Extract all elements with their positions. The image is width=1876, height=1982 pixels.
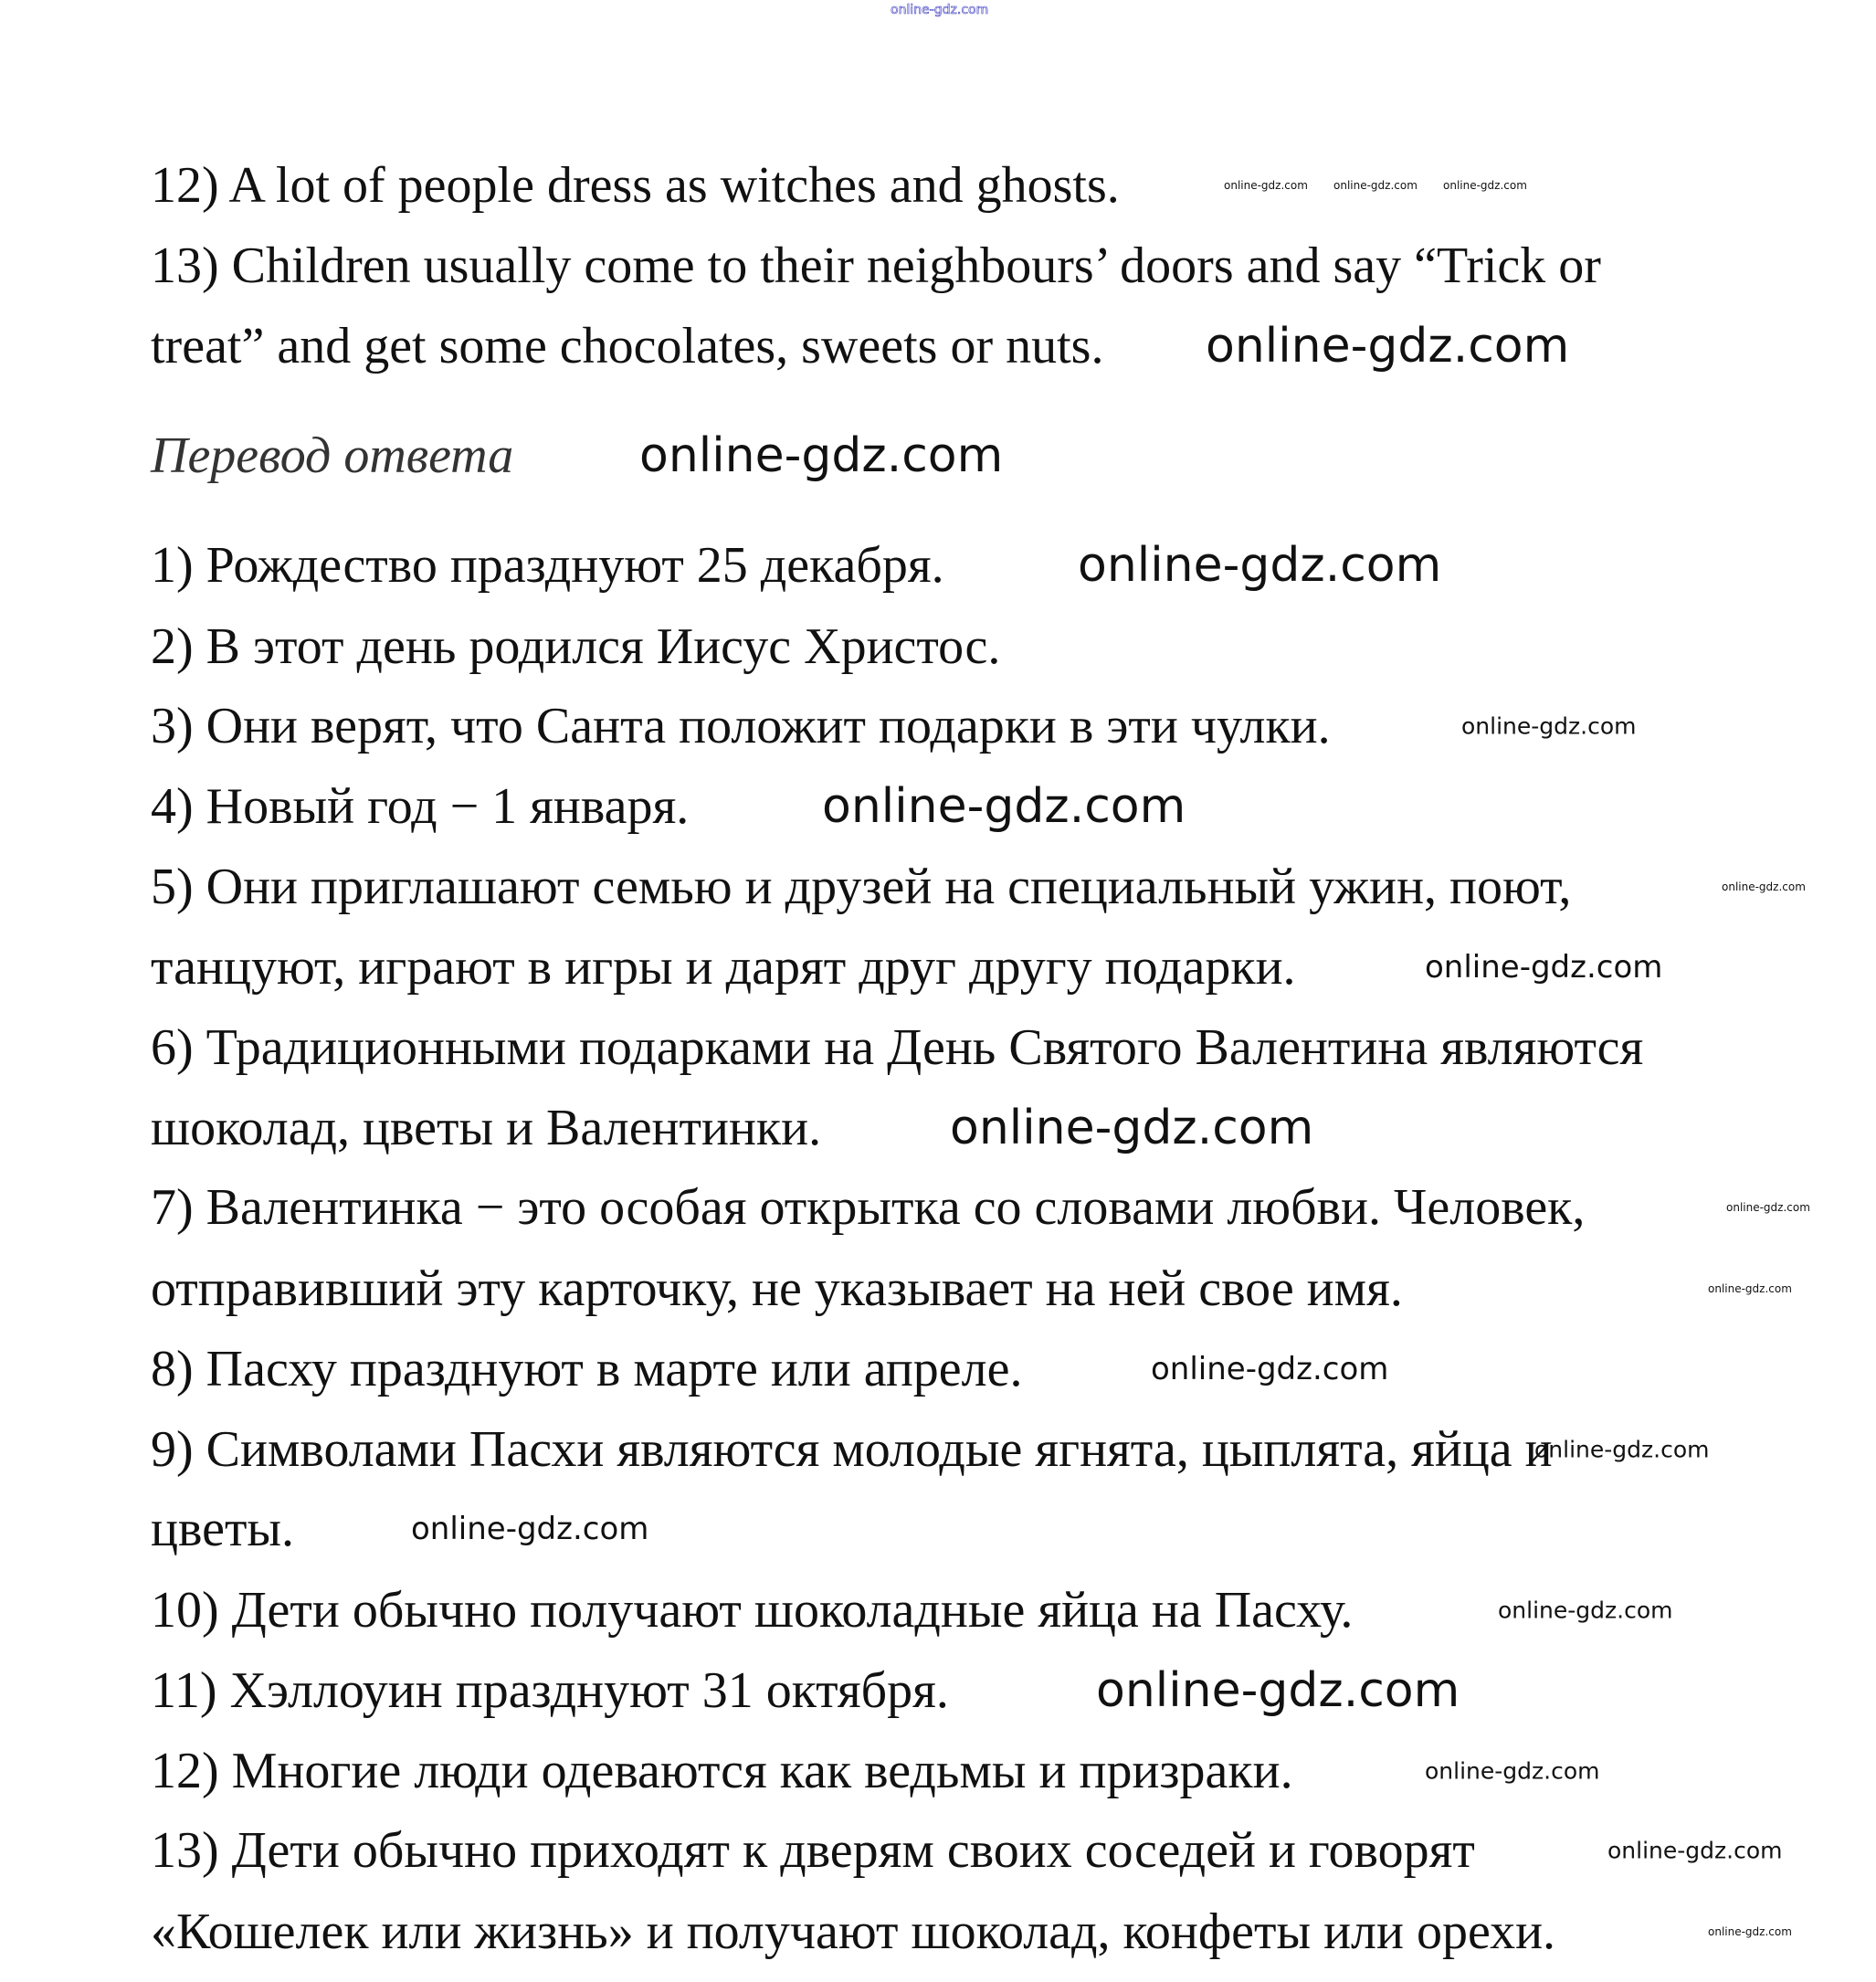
watermark: online-gdz.com [1151,1351,1389,1387]
translation-line: 11) Хэллоуин празднуют 31 октября. [151,1662,949,1719]
watermark: online-gdz.com [1534,1436,1710,1463]
watermark: online-gdz.com [1206,319,1570,374]
english-line: treat” and get some chocolates, sweets or nuts. [151,318,1104,374]
translation-line: 7) Валентинка − это особая открытка со словами любви. Человек, [151,1179,1586,1236]
translation-line: 5) Они приглашают семью и друзей на специальный ужин, поют, [151,859,1572,915]
translation-line: 10) Дети обычно получают шоколадные яйца на Пасху. [151,1582,1354,1639]
watermark: online-gdz.com [639,428,1004,483]
watermark: online-gdz.com [1607,1837,1783,1864]
translation-line: танцуют, играют в игры и дарят друг другу подарки. [151,939,1296,996]
watermark: online-gdz.com [1425,1757,1600,1785]
translation-line: 4) Новый год − 1 января. [151,778,690,835]
watermark: online-gdz.com [1708,1282,1792,1295]
watermark: online-gdz.com [891,3,989,17]
english-line: 13) Children usually come to their neighbours’ doors and say “Trick or [151,237,1601,294]
translation-line: 3) Они верят, что Санта положит подарки в эти чулки. [151,698,1331,754]
watermark: online-gdz.com [1333,179,1418,192]
watermark: online-gdz.com [1425,949,1663,986]
watermark: online-gdz.com [1224,179,1308,192]
watermark: online-gdz.com [411,1511,649,1547]
watermark: online-gdz.com [1461,712,1637,740]
watermark: online-gdz.com [1498,1597,1673,1624]
translation-line: «Кошелек или жизнь» и получают шоколад, конфеты или орехи. [151,1903,1556,1960]
watermark: online-gdz.com [1726,1201,1810,1214]
translation-line: цветы. [151,1501,295,1557]
watermark: online-gdz.com [1096,1663,1460,1718]
watermark: online-gdz.com [1708,1925,1792,1938]
watermark: online-gdz.com [950,1101,1314,1155]
translation-line: 6) Традиционными подарками на День Святого Валентина являются [151,1019,1644,1076]
watermark: online-gdz.com [822,779,1186,834]
watermark: online-gdz.com [1722,880,1806,893]
translation-line: 1) Рождество празднуют 25 декабря. [151,537,944,594]
translation-line: 12) Многие люди одеваются как ведьмы и призраки. [151,1743,1293,1799]
watermark: online-gdz.com [1443,179,1527,192]
translation-line: 2) В этот день родился Иисус Христос. [151,618,1001,675]
translation-line: отправивший эту карточку, не указывает на ней свое имя. [151,1260,1403,1317]
watermark: online-gdz.com [1078,538,1442,593]
translation-line: шоколад, цветы и Валентинки. [151,1100,822,1156]
translation-line: 13) Дети обычно приходят к дверям своих соседей и говорят [151,1822,1475,1879]
translation-line: 8) Пасху празднуют в марте или апреле. [151,1341,1023,1397]
english-line: 12) A lot of people dress as witches and ghosts. [151,157,1120,214]
translation-heading: Перевод ответа [151,427,514,484]
translation-line: 9) Символами Пасхи являются молодые ягнята, цыплята, яйца и [151,1421,1553,1478]
